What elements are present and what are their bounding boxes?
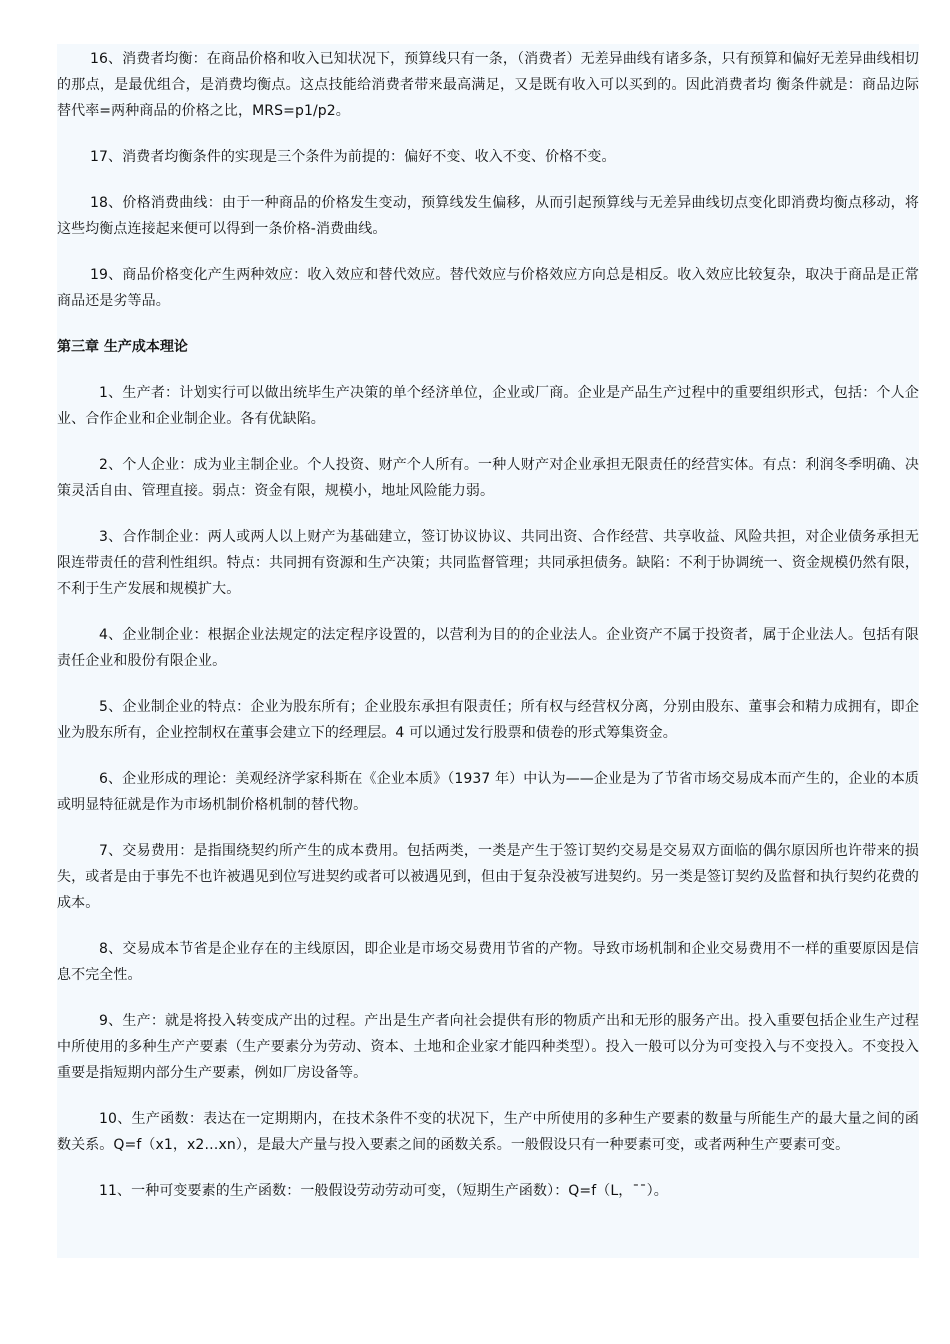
paragraph-transaction-savings: 8、交易成本节省是企业存在的主线原因，即企业是市场交易费用节省的产物。导致市场机制和企业交易费用不一样的重要原因是信息不完全性。 xyxy=(57,941,919,983)
paragraph-sole-proprietorship: 2、个人企业：成为业主制企业。个人投资、财产个人所有。一种人财产对企业承担无限责任的经营实体。有点：利润冬季明确、决策灵活自由、管理直接。弱点：资金有限，规模小，地址风险能力弱。 xyxy=(57,457,919,499)
paragraph-equilibrium-conditions: 17、消费者均衡条件的实现是三个条件为前提的：偏好不变、收入不变、价格不变。 xyxy=(90,149,616,165)
paragraph-corporation-features: 5、企业制企业的特点：企业为股东所有；企业股东承担有限责任；所有权与经营权分离，分别由股东、董事会和精力成拥有，即企业为股东所有，企业控制权在董事会建立下的经理层。4 可以通过发行股票和债卷的形式筹集资金。 xyxy=(57,699,919,741)
paragraph-firm-theory: 6、企业形成的理论：美观经济学家科斯在《企业本质》（1937 年）中认为——企业是为了节省市场交易成本而产生的，企业的本质或明显特征就是作为市场机制价格机制的替代物。 xyxy=(57,771,919,813)
chapter-heading: 第三章 生产成本理论 xyxy=(57,339,188,355)
paragraph-variable-factor: 11、一种可变要素的生产函数：一般假设劳动劳动可变，（短期生产函数）：Q=f（L，¯¯）。 xyxy=(99,1183,668,1199)
paragraph-price-effects: 19、商品价格变化产生两种效应：收入效应和替代效应。替代效应与价格效应方向总是相反。收入效应比较复杂，取决于商品是正常商品还是劣等品。 xyxy=(57,267,919,309)
paragraph-partnership: 3、合作制企业：两人或两人以上财产为基础建立，签订协议协议、共同出资、合作经营、共享收益、风险共担，对企业债务承担无限连带责任的营利性组织。特点：共同拥有资源和生产决策；共同监督管理；共同承担债务。缺陷：不利于协调统一、资金规模仍然有限，不利于生产发展和规模扩大。 xyxy=(57,529,919,597)
paragraph-production-function: 10、生产函数：表达在一定期期内，在技术条件不变的状况下，生产中所使用的多种生产要素的数量与所能生产的最大量之间的函数关系。Q=f（x1，x2…xn），是最大产量与投入要素之间的函数关系。一般假设只有一种要素可变，或者两种生产要素可变。 xyxy=(57,1111,919,1153)
paragraph-corporation: 4、企业制企业：根据企业法规定的法定程序设置的，以营利为目的的企业法人。企业资产不属于投资者，属于企业法人。包括有限责任企业和股份有限企业。 xyxy=(57,627,919,669)
paragraph-transaction-costs: 7、交易费用：是指围绕契约所产生的成本费用。包括两类，一类是产生于签订契约交易是交易双方面临的偶尔原因所也许带来的损失，或者是由于事先不也许被遇见到位写进契约或者可以被遇见到，但由于复杂没被写进契约。另一类是签订契约及监督和执行契约花费的成本。 xyxy=(57,843,919,911)
paragraph-price-consumption-curve: 18、价格消费曲线：由于一种商品的价格发生变动，预算线发生偏移，从而引起预算线与无差异曲线切点变化即消费均衡点移动，将这些均衡点连接起来便可以得到一条价格-消费曲线。 xyxy=(57,195,919,237)
document-content xyxy=(57,44,919,1204)
paragraph-production: 9、生产：就是将投入转变成产出的过程。产出是生产者向社会提供有形的物质产出和无形的服务产出。投入重要包括企业生产过程中所使用的多种生产产要素（生产要素分为劳动、资本、土地和企业家才能四种类型）。投入一般可以分为可变投入与不变投入。不变投入重要是指短期内部分生产要素，例如厂房设备等。 xyxy=(57,1013,919,1081)
paragraph-consumer-equilibrium: 16、消费者均衡：在商品价格和收入已知状况下，预算线只有一条，（消费者）无差异曲线有诸多条，只有预算和偏好无差异曲线相切的那点，是最优组合，是消费均衡点。这点技能给消费者带来最高满足，又是既有收入可以买到的。因此消费者均 衡条件就是：商品边际替代率=两种商品的价格之比，MRS=p1/p2。 xyxy=(57,51,919,119)
paragraph-producer: 1、生产者：计划实行可以做出统毕生产决策的单个经济单位，企业或厂商。企业是产品生产过程中的重要组织形式，包括：个人企业、合作企业和企业制企业。各有优缺陷。 xyxy=(57,385,919,427)
document-page xyxy=(57,44,919,1258)
